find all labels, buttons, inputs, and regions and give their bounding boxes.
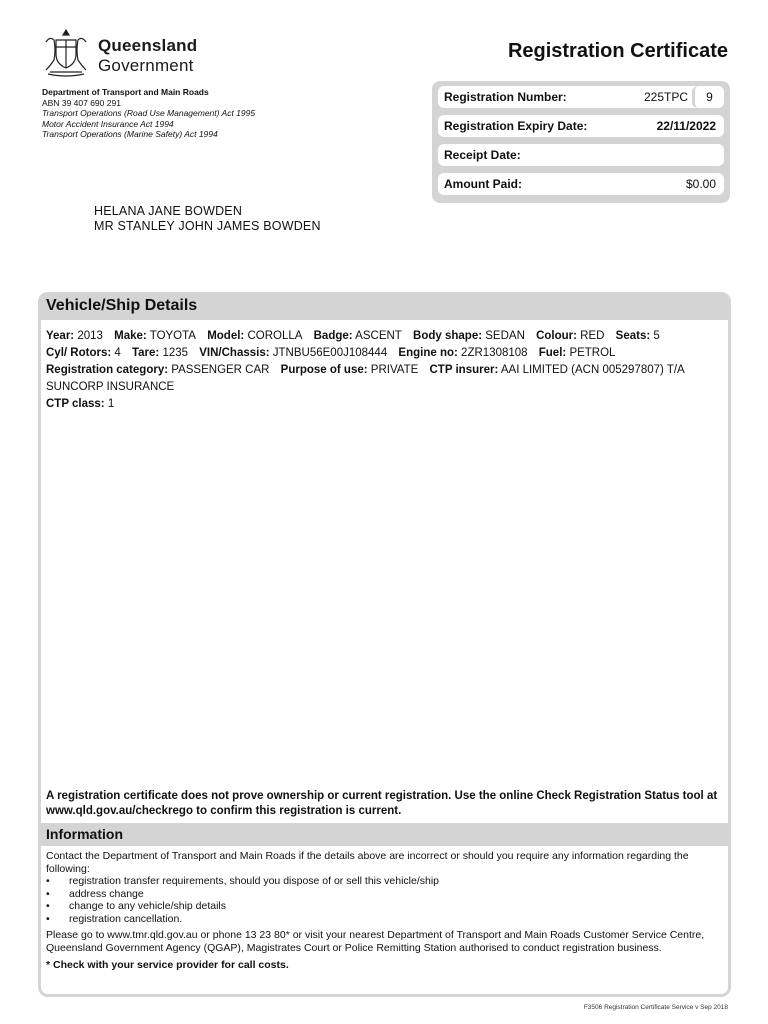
vehicle-field: Body shape: SEDAN: [413, 330, 525, 342]
vehicle-details-header: [38, 292, 731, 320]
information-list-item: • address change: [46, 888, 726, 901]
information-list-item: • change to any vehicle/ship details: [46, 900, 726, 913]
page-title: Registration Certificate: [507, 40, 728, 62]
information-note: * Check with your service provider for call costs.: [46, 959, 289, 971]
vehicle-field: Registration category: PASSENGER CAR: [46, 364, 270, 376]
department-details: [42, 87, 255, 140]
vehicle-details-title: Vehicle/Ship Details: [46, 297, 198, 314]
department-act: Motor Accident Insurance Act 1994: [42, 118, 174, 129]
vehicle-field: CTP insurer: AAI LIMITED (ACN 005297807) T/A SUNCORP INSURANCE: [46, 364, 685, 393]
owner-name: HELANA JANE BOWDEN: [94, 204, 243, 218]
owner-name: MR STANLEY JOHN JAMES BOWDEN: [94, 219, 321, 233]
registration-expiry-value: 22/11/2022: [656, 119, 716, 133]
vehicle-field: Colour: RED: [536, 330, 605, 342]
department-act: Transport Operations (Road Use Management) Act 1995: [42, 108, 256, 118]
owner-names: [94, 204, 321, 234]
amount-paid-row: [438, 173, 724, 195]
logo-wordmark-line2: Government: [98, 56, 194, 75]
crest-icon: [40, 26, 92, 78]
registration-expiry-row: [438, 115, 724, 137]
receipt-date-label: Receipt Date:: [444, 148, 521, 162]
information-title: Information: [46, 826, 123, 842]
information-header: [38, 823, 731, 846]
registration-number-row: [438, 86, 724, 108]
registration-number-suffix: 9: [692, 86, 724, 108]
vehicle-field: Year: 2013: [46, 330, 103, 342]
registration-number-value: 225TPC: [643, 90, 688, 104]
registration-expiry-label: Registration Expiry Date:: [444, 119, 588, 133]
department-abn: ABN 39 407 690 291: [42, 97, 121, 108]
logo-wordmark-line1: Queensland: [98, 36, 198, 55]
vehicle-field: Tare: 1235: [131, 347, 189, 359]
department-name: Department of Transport and Main Roads: [42, 87, 209, 97]
department-act: Transport Operations (Marine Safety) Act 1994: [42, 129, 218, 139]
vehicle-field: Purpose of use: PRIVATE: [280, 364, 419, 376]
registration-number-label: Registration Number:: [444, 90, 567, 104]
amount-paid-label: Amount Paid:: [444, 177, 522, 191]
vehicle-field: Cyl/ Rotors: 4: [46, 347, 121, 359]
vehicle-field: Badge: ASCENT: [313, 330, 402, 342]
registration-notice: A registration certificate does not prove ownership or current registration. Use the online Check Registration Status tool at www.qld.gov.au/checkrego to confirm this registration is current.: [46, 790, 718, 817]
vehicle-field: Model: COROLLA: [207, 330, 303, 342]
information-list-item: • registration cancellation.: [46, 913, 726, 926]
information-body: [46, 850, 726, 972]
information-intro: Contact the Department of Transport and Main Roads if the details above are incorrect or should you require any information regarding the following:: [46, 850, 689, 875]
information-list-item: • registration transfer requirements, should you dispose of or sell this vehicle/ship: [46, 875, 726, 888]
vehicle-field: Engine no: 2ZR1308108: [398, 347, 528, 359]
vehicle-field: VIN/Chassis: JTNBU56E00J108444: [199, 347, 388, 359]
vehicle-field: Make: TOYOTA: [114, 330, 196, 342]
vehicle-field: Fuel: PETROL: [538, 347, 616, 359]
registration-summary: [432, 81, 730, 203]
vehicle-field: Seats: 5: [615, 330, 660, 342]
vehicle-field: CTP class: 1: [46, 398, 115, 410]
vehicle-details-fields: [46, 328, 726, 413]
information-contact: Please go to www.tmr.qld.gov.au or phone 13 23 80* or visit your nearest Department of Transport and Main Roads Customer Service Centre, Queensland Government Agency (QGAP), Magistrates Court or Police Remitting Station authorised to conduct registration business.: [46, 929, 705, 954]
form-code-footer: F3506 Registration Certificate Service v Sep 2018: [583, 1004, 728, 1011]
amount-paid-value: $0.00: [685, 177, 716, 191]
information-list: [46, 875, 726, 925]
receipt-date-row: [438, 144, 724, 166]
